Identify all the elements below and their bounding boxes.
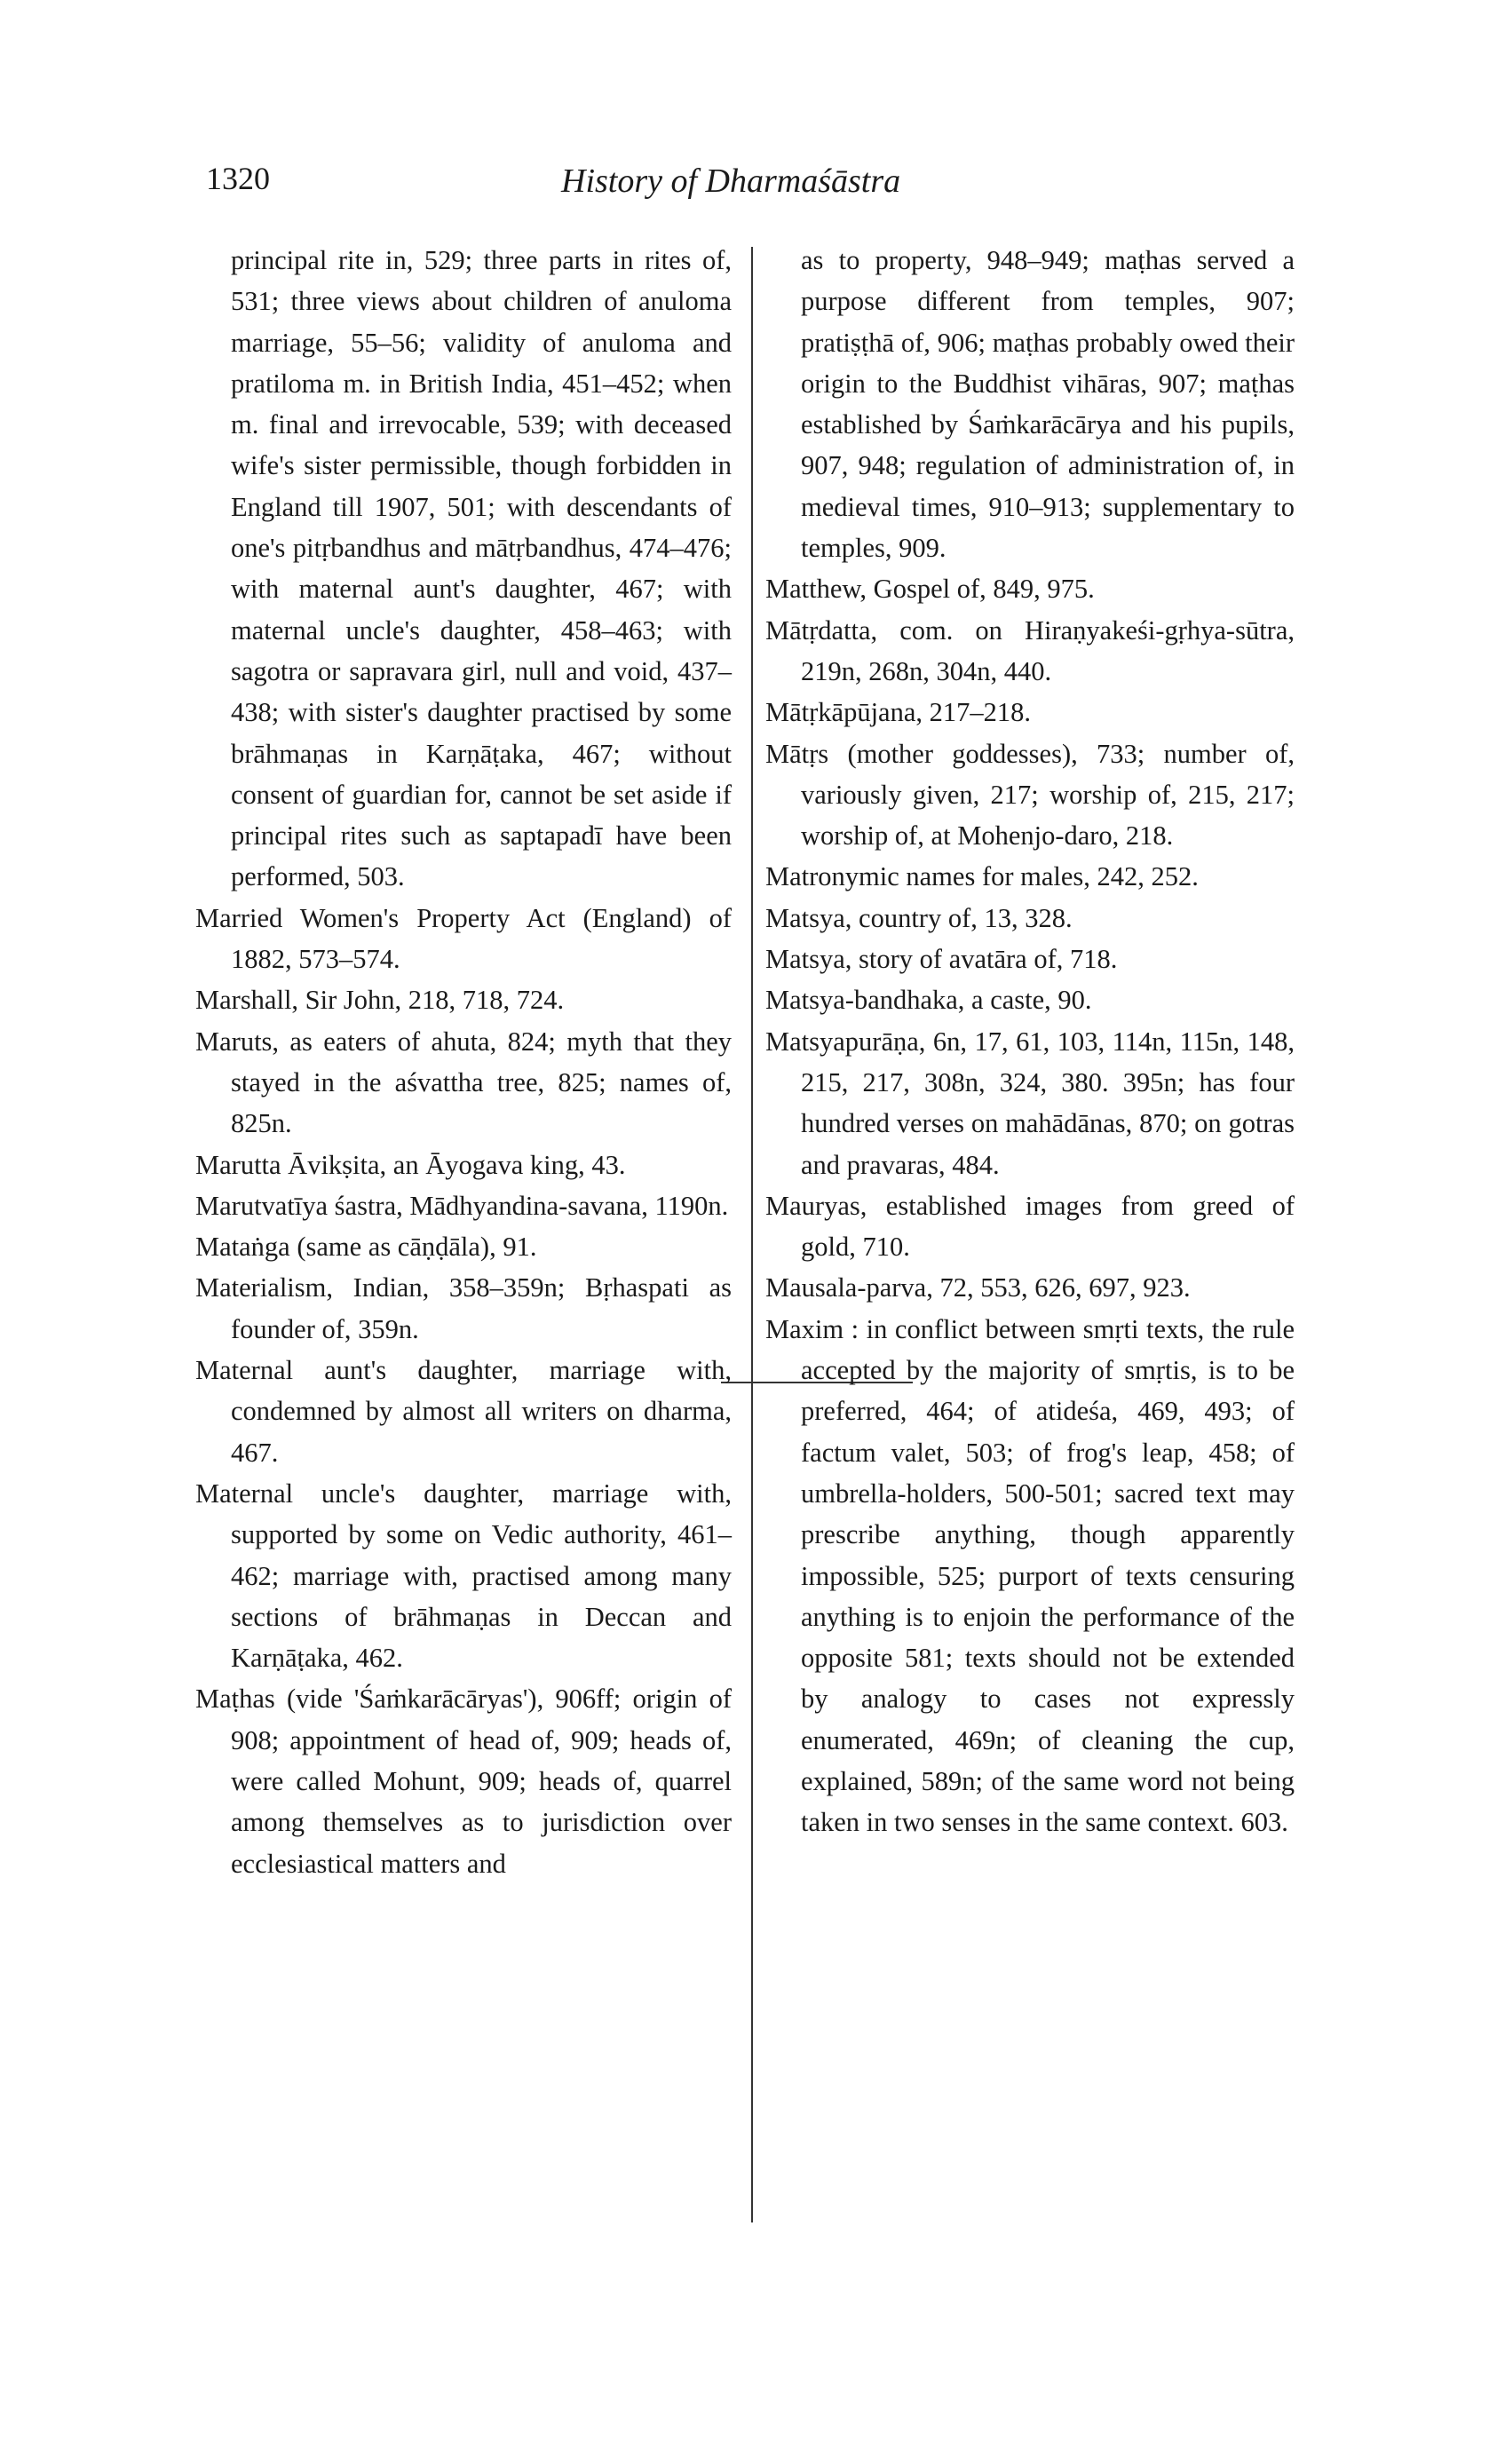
column-divider <box>751 247 753 2222</box>
index-entry: Mātṛs (mother goddesses), 733; number of, variously given, 217; worship of, 215, 217; worship of, at Mohenjo-daro, 218. <box>765 738 1295 852</box>
index-entry: principal rite in, 529; three parts in rites of, 531; three views about children of anuloma marriage, 55–56; validity of anuloma and pratiloma m. in British India, 451–452; when m. final and irrevocable, 539; with deceased wife's sister permissible, though forbidden in England till 1907, 501; with descendants of one's pitṛbandhus and mātṛbandhus, 474–476; with maternal aunt's daughter, 467; with maternal uncle's daughter, 458–463; with sagotra or sapravara girl, null and void, 437–438; with sister's daughter practised by some brāhmaṇas in Karṇāṭaka, 467; without consent of guardian for, cannot be set aside if principal rites such as saptapadī have been performed, 503. <box>231 245 732 892</box>
index-entry: Mataṅga (same as cāṇḍāla), 91. <box>195 1232 537 1263</box>
running-title: History of Dharmaśāstra <box>561 162 901 200</box>
index-entry: Materialism, Indian, 358–359n; Bṛhaspati as founder of, 359n. <box>195 1272 732 1344</box>
index-entry: Matronymic names for males, 242, 252. <box>765 861 1199 892</box>
page-number: 1320 <box>206 161 270 196</box>
index-entry: Matsya-bandhaka, a caste, 90. <box>765 985 1092 1016</box>
index-entry: Mausala-parva, 72, 553, 626, 697, 923. <box>765 1272 1191 1303</box>
index-entry: Matthew, Gospel of, 849, 975. <box>765 574 1095 605</box>
index-entry: Mātṛkāpūjana, 217–218. <box>765 697 1031 728</box>
index-entry: Maṭhas (vide 'Śaṁkarācāryas'), 906ff; origin of 908; appointment of head of, 909; heads of, were called Mohunt, 909; heads of, quarrel among themselves as to jurisdiction over ecclesiastical matters and <box>195 1684 732 1879</box>
index-entry: Matsyapurāṇa, 6n, 17, 61, 103, 114n, 115n, 148, 215, 217, 308n, 324, 380. 395n; has four hundred verses on mahādānas, 870; on gotras and pravaras, 484. <box>765 1026 1295 1180</box>
index-entry: Mauryas, established images from greed of gold, 710. <box>765 1190 1295 1263</box>
index-entry: Marutvatīya śastra, Mādhyandina-savana, 1190n. <box>195 1190 729 1221</box>
index-entry: Maruts, as eaters of ahuta, 824; myth that they stayed in the aśvattha tree, 825; names of, 825n. <box>195 1026 732 1139</box>
right-column <box>765 240 1295 1843</box>
index-entry: Maternal uncle's daughter, marriage with, supported by some on Vedic authority, 461–462; marriage with, practised among many sections of brāhmaṇas in Deccan and Karṇāṭaka, 462. <box>195 1478 732 1674</box>
index-entry: Matsya, story of avatāra of, 718. <box>765 944 1118 975</box>
index-entry: Mātṛdatta, com. on Hiraṇyakeśi-gṛhya-sūtra, 219n, 268n, 304n, 440. <box>765 614 1295 686</box>
index-entry: as to property, 948–949; maṭhas served a purpose different from temples, 907; pratiṣṭhā of, 906; maṭhas probably owed their origin to the Buddhist vihāras, 907; maṭhas established by Śaṁkarācārya and his pupils, 907, 948; regulation of administration of, in medieval times, 910–913; supplementary to temples, 909. <box>801 245 1295 564</box>
index-entry: Matsya, country of, 13, 328. <box>765 902 1073 933</box>
index-entry: Maternal aunt's daughter, marriage with, condemned by almost all writers on dharma, 467. <box>195 1355 732 1468</box>
left-column <box>195 240 732 1884</box>
index-entry: Married Women's Property Act (England) of 1882, 573–574. <box>195 902 732 975</box>
index-entry: Marutta Āvikṣita, an Āyogava king, 43. <box>195 1149 626 1180</box>
index-entry: Marshall, Sir John, 218, 718, 724. <box>195 985 565 1016</box>
index-entry: Maxim : in conflict between smṛti texts, the rule accepted by the majority of smṛtis, is to be preferred, 464; of atideśa, 469, 493; of factum valet, 503; of frog's leap, 458; of umbrella-holders, 500-501; sacred text may prescribe anything, though apparently impossible, 525; purport of texts censuring anything is to enjoin the performance of the opposite 581; texts should not be extended by analogy to cases not expressly enumerated, 469n; of cleaning the cup, explained, 589n; of the same word not being taken in two senses in the same context. 603. <box>765 1313 1295 1838</box>
page-header <box>206 160 987 213</box>
